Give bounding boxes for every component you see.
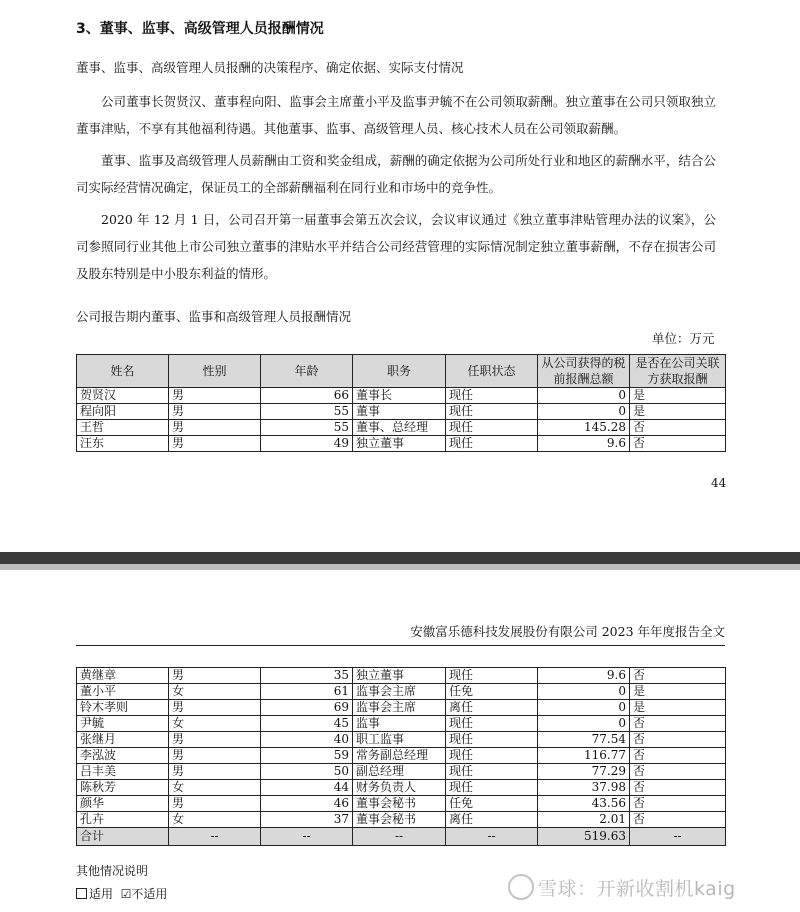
table-cell: 59	[261, 748, 353, 764]
subheading: 董事、监事、高级管理人员报酬的决策程序、确定依据、实际支付情况	[76, 60, 464, 75]
table-cell: 独立董事	[353, 436, 446, 452]
table-row	[77, 812, 726, 828]
table-cell: 董事	[353, 404, 446, 420]
total-cell: --	[169, 828, 261, 846]
table-cell: 9.6	[538, 668, 630, 684]
header-age: 年龄	[261, 355, 353, 388]
table-cell: 9.6	[538, 436, 630, 452]
table-cell: 否	[630, 764, 726, 780]
table-total-row	[77, 828, 726, 846]
watermark	[508, 874, 736, 901]
header-related-party-pay: 是否在公司关联方获取报酬	[630, 355, 726, 388]
table-cell: 程向阳	[77, 404, 169, 420]
table-cell: 董事会秘书	[353, 812, 446, 828]
table-cell: 66	[261, 388, 353, 404]
table-cell: 否	[630, 812, 726, 828]
table-cell: 现任	[446, 716, 538, 732]
section-title: 3、董事、监事、高级管理人员报酬情况	[76, 21, 324, 37]
table-cell: 50	[261, 764, 353, 780]
table-cell: 2.01	[538, 812, 630, 828]
table-cell: 男	[169, 388, 261, 404]
table-cell: 独立董事	[353, 668, 446, 684]
page-number: 44	[711, 476, 727, 490]
table-cell: 35	[261, 668, 353, 684]
table-cell: 69	[261, 700, 353, 716]
table-row	[77, 780, 726, 796]
table-cell: 尹毓	[77, 716, 169, 732]
table-cell: 女	[169, 812, 261, 828]
table-cell: 55	[261, 420, 353, 436]
table-cell: 副总经理	[353, 764, 446, 780]
table-row	[77, 716, 726, 732]
table-cell: 常务副总经理	[353, 748, 446, 764]
table-cell: 监事	[353, 716, 446, 732]
table-cell: 董事长	[353, 388, 446, 404]
table-row	[77, 796, 726, 812]
table-cell: 女	[169, 716, 261, 732]
table-cell: 现任	[446, 404, 538, 420]
table-cell: 男	[169, 404, 261, 420]
running-header: 安徽富乐德科技发展股份有限公司 2023 年年度报告全文	[76, 622, 725, 646]
table-cell: 否	[630, 668, 726, 684]
compensation-table-part1	[76, 354, 726, 452]
table-cell: 否	[630, 796, 726, 812]
total-cell: --	[446, 828, 538, 846]
table-cell: 财务负责人	[353, 780, 446, 796]
table-row	[77, 436, 726, 452]
table-cell: 男	[169, 700, 261, 716]
table-cell: 40	[261, 732, 353, 748]
table-cell: 现任	[446, 780, 538, 796]
snowball-logo-icon	[508, 874, 534, 900]
table-cell: 陈秋芳	[77, 780, 169, 796]
table-header-row	[77, 355, 726, 388]
total-cell: --	[261, 828, 353, 846]
table-cell: 145.28	[538, 420, 630, 436]
table-cell: 男	[169, 732, 261, 748]
checkbox-not-applicable-icon[interactable]: ☑	[120, 887, 132, 901]
table-cell: 董事会秘书	[353, 796, 446, 812]
table-cell: 77.29	[538, 764, 630, 780]
table-cell: 男	[169, 436, 261, 452]
total-cell: --	[353, 828, 446, 846]
table-cell: 否	[630, 420, 726, 436]
table-cell: 否	[630, 716, 726, 732]
other-notes-label: 其他情况说明	[76, 864, 149, 878]
table-cell: 45	[261, 716, 353, 732]
table-cell: 汪东	[77, 436, 169, 452]
compensation-table-part2	[76, 667, 726, 846]
table-cell: 现任	[446, 436, 538, 452]
table-cell: 男	[169, 764, 261, 780]
table-cell: 37.98	[538, 780, 630, 796]
watermark-text: 雪球：开新收割机kaig	[538, 878, 736, 900]
table-cell: 任免	[446, 796, 538, 812]
paragraph-2: 董事、监事及高级管理人员薪酬由工资和奖金组成，薪酬的确定依据为公司所处行业和地区的薪酬水平，结合公司实际经营情况确定，保证员工的全部薪酬福利在同行业和市场中的竞争性。	[76, 153, 716, 195]
header-name: 姓名	[77, 355, 169, 388]
table-cell: 现任	[446, 420, 538, 436]
table-cell: 女	[169, 684, 261, 700]
header-gender: 性别	[169, 355, 261, 388]
table-cell: 现任	[446, 764, 538, 780]
table-cell: 男	[169, 668, 261, 684]
total-cell: 合计	[77, 828, 169, 846]
table-cell: 离任	[446, 812, 538, 828]
table-row	[77, 404, 726, 420]
table-cell: 女	[169, 780, 261, 796]
table-row	[77, 388, 726, 404]
table-cell: 颜华	[77, 796, 169, 812]
table-cell: 43.56	[538, 796, 630, 812]
table-cell: 否	[630, 732, 726, 748]
table-cell: 44	[261, 780, 353, 796]
paragraph-1: 公司董事长贺贤汉、董事程向阳、监事会主席董小平及监事尹毓不在公司领取薪酬。独立董事在公司只领取独立董事津贴，不享有其他福利待遇。其他董事、监事、高级管理人员、核心技术人员在公司领取薪酬。	[76, 94, 716, 136]
table-cell: 张继月	[77, 732, 169, 748]
table-cell: 49	[261, 436, 353, 452]
table-cell: 董小平	[77, 684, 169, 700]
table-cell: 37	[261, 812, 353, 828]
table-cell: 现任	[446, 668, 538, 684]
header-pretax-pay: 从公司获得的税前报酬总额	[538, 355, 630, 388]
header-status: 任职状态	[446, 355, 538, 388]
table-caption: 公司报告期内董事、监事和高级管理人员报酬情况	[76, 309, 352, 324]
table-cell: 61	[261, 684, 353, 700]
table-cell: 46	[261, 796, 353, 812]
table-cell: 铃木孝则	[77, 700, 169, 716]
report-page-45	[0, 574, 800, 912]
table-cell: 黄继章	[77, 668, 169, 684]
table-cell: 吕丰美	[77, 764, 169, 780]
total-cell: 519.63	[538, 828, 630, 846]
table-cell: 0	[538, 404, 630, 420]
table-cell: 男	[169, 796, 261, 812]
table-cell: 现任	[446, 388, 538, 404]
checkbox-applicable-icon[interactable]	[76, 888, 87, 899]
table-cell: 王哲	[77, 420, 169, 436]
table-cell: 否	[630, 780, 726, 796]
table-cell: 董事、总经理	[353, 420, 446, 436]
page-divider	[0, 548, 800, 574]
table-cell: 现任	[446, 732, 538, 748]
table-cell: 男	[169, 420, 261, 436]
total-cell: --	[630, 828, 726, 846]
table-row	[77, 668, 726, 684]
header-position: 职务	[353, 355, 446, 388]
table-cell: 是	[630, 700, 726, 716]
table-cell: 离任	[446, 700, 538, 716]
table-cell: 现任	[446, 748, 538, 764]
applicability-options	[76, 885, 167, 902]
table-cell: 否	[630, 748, 726, 764]
table-cell: 0	[538, 716, 630, 732]
option-applicable: 适用	[89, 887, 114, 901]
table-cell: 0	[538, 388, 630, 404]
unit-label: 单位：万元	[652, 331, 715, 346]
table-cell: 任免	[446, 684, 538, 700]
table-cell: 孔卉	[77, 812, 169, 828]
table-cell: 男	[169, 748, 261, 764]
table-row	[77, 684, 726, 700]
table-cell: 55	[261, 404, 353, 420]
table-cell: 监事会主席	[353, 700, 446, 716]
table-row	[77, 748, 726, 764]
option-not-applicable: 不适用	[131, 887, 168, 901]
table-cell: 李泓波	[77, 748, 169, 764]
table-cell: 监事会主席	[353, 684, 446, 700]
table-cell: 116.77	[538, 748, 630, 764]
table-cell: 职工监事	[353, 732, 446, 748]
table-cell: 是	[630, 684, 726, 700]
table-row	[77, 732, 726, 748]
table-row	[77, 420, 726, 436]
table-row	[77, 764, 726, 780]
paragraph-3: 2020 年 12 月 1 日，公司召开第一届董事会第五次会议，会议审议通过《独立董事津贴管理办法的议案》，公司参照同行业其他上市公司独立董事的津贴水平并结合公司经营管理的实际情况制定独立董事薪酬，不存在损害公司及股东特别是中小股东利益的情形。	[76, 212, 716, 281]
table-cell: 是	[630, 388, 726, 404]
table-cell: 0	[538, 684, 630, 700]
table-cell: 0	[538, 700, 630, 716]
table-row	[77, 700, 726, 716]
table-cell: 77.54	[538, 732, 630, 748]
table-cell: 是	[630, 404, 726, 420]
table-cell: 贺贤汉	[77, 388, 169, 404]
table-cell: 否	[630, 436, 726, 452]
